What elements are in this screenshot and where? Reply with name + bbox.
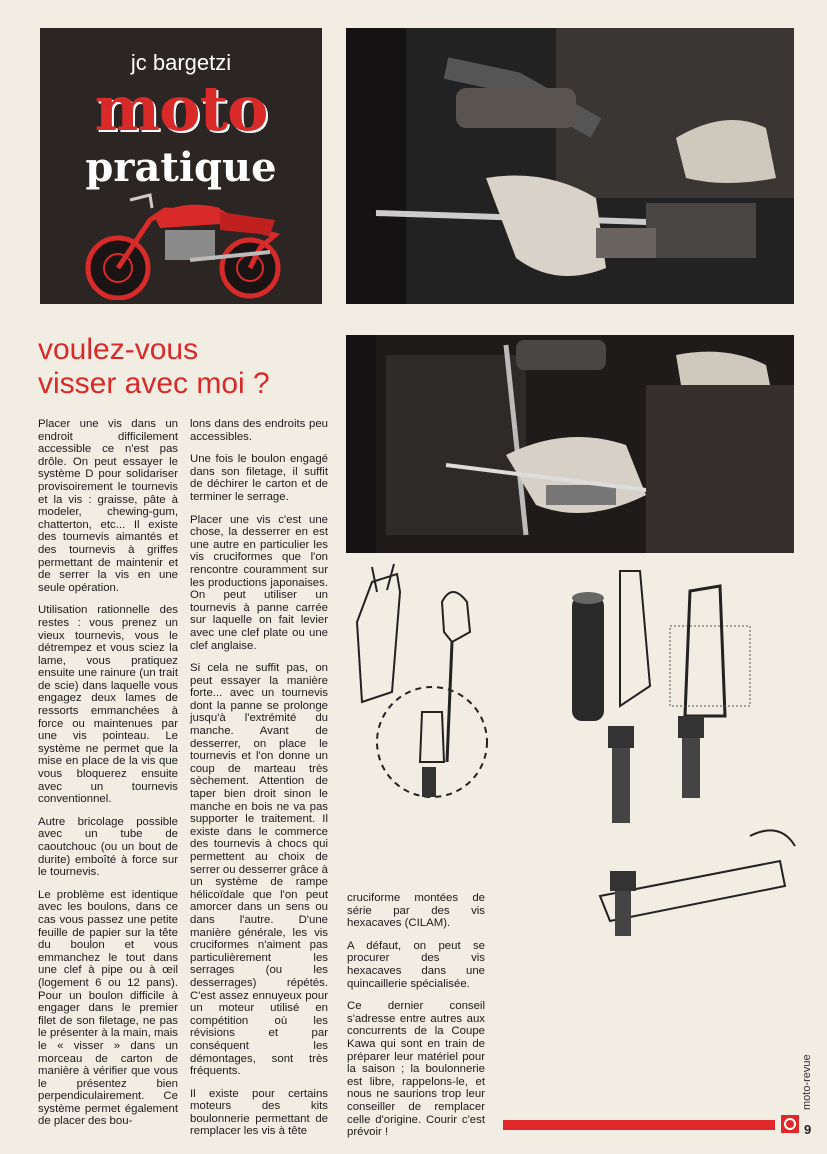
title-moto: moto [94, 72, 268, 145]
footer-red-bar [503, 1120, 775, 1130]
drawing-screwdriver-spring-blades [352, 562, 500, 827]
paragraph: Le problème est identique avec les boulons, dans ce cas vous passez une petite feuille de papier sur la tête du boulon et vous emmanchez le tout dans une clef à pipe ou à œil (logement 6 ou 12 pans). Pour un boulon difficile à engager dans le premier filet de son filetage, ne pas le présenter à la main, mais le « visser » dans un morceau de carton de manière à vérifier que vous le présentez bien perpendiculairement. Ce système permet également de placer des bou- [38, 888, 178, 1128]
page-number: 9 [804, 1122, 812, 1137]
publication-name-text: moto-revue [801, 1054, 813, 1110]
publication-logo-icon [781, 1115, 799, 1133]
paragraph: Ce dernier conseil s'adresse entre autres aux concurrents de la Coupe Kawa qui sont en train de préparer leur matériel pour la saison ; la boulonnerie est libre, rappelons-le, et nous ne saurions trop leur conseiller de remplacer celle d'origine. Courir c'est prévoir ! [347, 1000, 485, 1139]
motorcycle-illustration [70, 190, 300, 300]
article-column-2 [190, 418, 328, 1148]
drawing-hex-bolts-cardboard [560, 566, 800, 966]
article-column-3 [347, 892, 485, 1149]
paragraph: Il existe pour certains moteurs des kits boulonnerie permettant de remplacer les vis à tête [190, 1087, 328, 1138]
headline-line-1: voulez-vous [38, 333, 199, 366]
paragraph: lons dans des endroits peu accessibles. [190, 418, 328, 443]
paragraph: Placer une vis c'est une chose, la desserrer en est une autre en particulier les vis cruciformes que l'on rencontre couramment sur les productions japonaises. On peut utiliser un tournevis à panne carrée sur laquelle on fait levier avec une clef plate ou une clef anglaise. [190, 513, 328, 652]
title-pratique: pratique [85, 144, 277, 191]
publication-name [796, 1050, 826, 1110]
paragraph: Si cela ne suffit pas, on peut essayer la manière forte... avec un tournevis dont la panne se prolonge jusqu'à l'extrémité du manche. Avant de desserrer, on place le tournevis et l'on donne un coup de marteau très sèchement. Attention de taper bien droit sinon le manche en bois ne va pas supporter le traitement. Il existe dans le commerce des tournevis à chocs qui permettent au choix de serrer ou desserrer grâce à un système de rampe hélicoïdale que l'on peut amorcer dans un sens ou dans l'autre. D'une manière générale, les vis cruciformes n'aiment pas particulièrement les serrages (ou les desserrages) répétés. C'est assez ennuyeux pour un moteur utilisé en compétition où les révisions et par conséquent les démontages, sont très fréquents. [190, 662, 329, 1078]
author-name: jc bargetzi [130, 50, 232, 75]
paragraph: A défaut, on peut se procurer des vis hexacaves dans une quincaillerie spécialisée. [347, 939, 485, 990]
photo-screwdriver-lever [346, 335, 794, 553]
paragraph: cruciforme montées de série par des vis hexacaves (CILAM). [347, 892, 485, 930]
header-block [40, 28, 322, 304]
paragraph: Placer une vis dans un endroit difficilement accessible ce n'est pas drôle. On peut essayer le système D pour solidariser provisoirement le tournevis et la vis : graisse, pâte à modeler, chewing-gum, chatterton, etc... Il existe des tournevis aimantés et des tournevis à griffes permettant de maintenir et de serrer la vis en une seule opération. [38, 418, 178, 594]
paragraph: Utilisation rationnelle des restes : vous prenez un vieux tournevis, vous le détrempez et vous sciez la lame, vous pratiquez ensuite une rainure (un trait de scie) dans laquelle vous engagez deux lames de ressorts emmanchées à force ou maintenues par une vis pointeau. Le système ne permet que la mise en place de la vis que vous bloquerez ensuite avec un tournevis conventionnel. [38, 604, 178, 806]
paragraph: Une fois le boulon engagé dans son filetage, il suffit de déchirer le carton et de terminer le serrage. [190, 453, 328, 503]
headline-line-2: visser avec moi ? [38, 367, 270, 400]
photo-screwdriver-hammer [346, 28, 794, 304]
paragraph: Autre bricolage possible avec un tube de caoutchouc (ou un bout de durite) emboîté à force sur le tournevis. [38, 815, 178, 879]
article-column-1 [38, 418, 178, 1138]
article-headline [38, 333, 338, 401]
